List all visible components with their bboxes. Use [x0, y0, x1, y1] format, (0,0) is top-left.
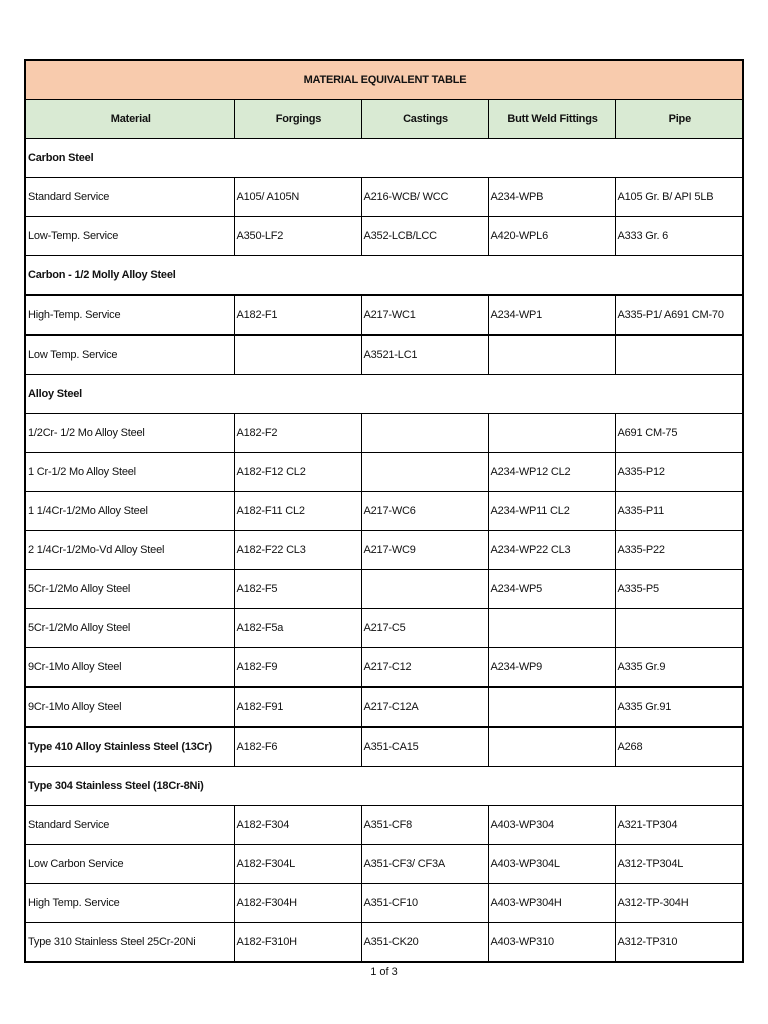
table-row	[25, 806, 743, 845]
cell-castings: A217-WC1	[361, 295, 488, 335]
table-row	[25, 178, 743, 217]
cell-forgings: A182-F22 CL3	[234, 531, 361, 570]
table-row	[25, 845, 743, 884]
table-row	[25, 453, 743, 492]
cell-butt-weld-fittings: A234-WP11 CL2	[488, 492, 615, 531]
material-equivalent-table	[24, 59, 744, 963]
section-header-row	[25, 375, 743, 414]
cell-pipe: A335-P5	[615, 570, 743, 609]
section-title: Type 304 Stainless Steel (18Cr-8Ni)	[25, 767, 743, 806]
cell-butt-weld-fittings	[488, 609, 615, 648]
section-header-row	[25, 767, 743, 806]
section-title: Carbon Steel	[25, 139, 743, 178]
cell-butt-weld-fittings: A234-WP1	[488, 295, 615, 335]
cell-material: 9Cr-1Mo Alloy Steel	[25, 687, 234, 727]
cell-pipe: A691 CM-75	[615, 414, 743, 453]
cell-butt-weld-fittings: A234-WP22 CL3	[488, 531, 615, 570]
table-row	[25, 414, 743, 453]
cell-material: Type 310 Stainless Steel 25Cr-20Ni	[25, 923, 234, 963]
section-title: Carbon - 1/2 Molly Alloy Steel	[25, 256, 743, 296]
table-row	[25, 884, 743, 923]
cell-pipe	[615, 609, 743, 648]
table-row	[25, 570, 743, 609]
cell-material: High-Temp. Service	[25, 295, 234, 335]
cell-butt-weld-fittings	[488, 335, 615, 375]
cell-forgings: A350-LF2	[234, 217, 361, 256]
cell-butt-weld-fittings: A403-WP304	[488, 806, 615, 845]
cell-forgings: A182-F5a	[234, 609, 361, 648]
column-header-castings: Castings	[361, 100, 488, 139]
cell-material: 5Cr-1/2Mo Alloy Steel	[25, 609, 234, 648]
table-row	[25, 648, 743, 688]
cell-castings: A217-WC6	[361, 492, 488, 531]
cell-castings: A217-C12	[361, 648, 488, 688]
cell-material: High Temp. Service	[25, 884, 234, 923]
table-row	[25, 295, 743, 335]
cell-castings: A216-WCB/ WCC	[361, 178, 488, 217]
cell-material: Low Temp. Service	[25, 335, 234, 375]
cell-forgings: A182-F12 CL2	[234, 453, 361, 492]
cell-forgings: A182-F1	[234, 295, 361, 335]
table-body	[25, 139, 743, 963]
cell-castings	[361, 414, 488, 453]
column-header-pipe: Pipe	[615, 100, 743, 139]
table-row	[25, 923, 743, 963]
cell-material: Standard Service	[25, 806, 234, 845]
cell-pipe: A312-TP304L	[615, 845, 743, 884]
cell-pipe: A268	[615, 727, 743, 767]
cell-pipe: A333 Gr. 6	[615, 217, 743, 256]
cell-forgings	[234, 335, 361, 375]
cell-forgings: A182-F304L	[234, 845, 361, 884]
cell-pipe	[615, 335, 743, 375]
cell-castings	[361, 453, 488, 492]
cell-castings: A351-CF3/ CF3A	[361, 845, 488, 884]
cell-castings: A351-CA15	[361, 727, 488, 767]
cell-material: 1 1/4Cr-1/2Mo Alloy Steel	[25, 492, 234, 531]
cell-butt-weld-fittings: A420-WPL6	[488, 217, 615, 256]
cell-material: Low Carbon Service	[25, 845, 234, 884]
cell-castings: A352-LCB/LCC	[361, 217, 488, 256]
cell-castings: A217-C5	[361, 609, 488, 648]
cell-butt-weld-fittings: A234-WP5	[488, 570, 615, 609]
cell-material: Standard Service	[25, 178, 234, 217]
cell-castings	[361, 570, 488, 609]
cell-butt-weld-fittings: A234-WPB	[488, 178, 615, 217]
cell-forgings: A182-F304	[234, 806, 361, 845]
section-header-row	[25, 256, 743, 296]
cell-forgings: A182-F6	[234, 727, 361, 767]
cell-butt-weld-fittings: A403-WP304H	[488, 884, 615, 923]
cell-forgings: A182-F5	[234, 570, 361, 609]
cell-castings: A351-CK20	[361, 923, 488, 963]
cell-butt-weld-fittings	[488, 727, 615, 767]
cell-forgings: A182-F11 CL2	[234, 492, 361, 531]
column-header-forgings: Forgings	[234, 100, 361, 139]
cell-forgings: A182-F91	[234, 687, 361, 727]
cell-forgings: A182-F304H	[234, 884, 361, 923]
cell-pipe: A335 Gr.9	[615, 648, 743, 688]
cell-material: Low-Temp. Service	[25, 217, 234, 256]
cell-pipe: A335 Gr.91	[615, 687, 743, 727]
section-header-row	[25, 139, 743, 178]
cell-pipe: A335-P11	[615, 492, 743, 531]
cell-material: 1/2Cr- 1/2 Mo Alloy Steel	[25, 414, 234, 453]
cell-butt-weld-fittings	[488, 414, 615, 453]
cell-pipe: A335-P12	[615, 453, 743, 492]
cell-material: 9Cr-1Mo Alloy Steel	[25, 648, 234, 688]
cell-castings: A351-CF10	[361, 884, 488, 923]
table-row	[25, 217, 743, 256]
table-row	[25, 531, 743, 570]
table-row	[25, 335, 743, 375]
cell-material: Type 410 Alloy Stainless Steel (13Cr)	[25, 727, 234, 767]
cell-butt-weld-fittings: A403-WP304L	[488, 845, 615, 884]
cell-butt-weld-fittings: A234-WP9	[488, 648, 615, 688]
cell-butt-weld-fittings	[488, 687, 615, 727]
cell-butt-weld-fittings: A403-WP310	[488, 923, 615, 963]
cell-pipe: A312-TP-304H	[615, 884, 743, 923]
column-header-row	[25, 100, 743, 139]
cell-pipe: A105 Gr. B/ API 5LB	[615, 178, 743, 217]
cell-material: 5Cr-1/2Mo Alloy Steel	[25, 570, 234, 609]
cell-forgings: A105/ A105N	[234, 178, 361, 217]
table-title-row	[25, 60, 743, 100]
cell-forgings: A182-F2	[234, 414, 361, 453]
cell-butt-weld-fittings: A234-WP12 CL2	[488, 453, 615, 492]
cell-castings: A217-WC9	[361, 531, 488, 570]
table-row	[25, 687, 743, 727]
cell-pipe: A335-P22	[615, 531, 743, 570]
cell-castings: A351-CF8	[361, 806, 488, 845]
cell-castings: A217-C12A	[361, 687, 488, 727]
table-row	[25, 609, 743, 648]
cell-forgings: A182-F9	[234, 648, 361, 688]
cell-material: 1 Cr-1/2 Mo Alloy Steel	[25, 453, 234, 492]
column-header-butt-weld-fittings: Butt Weld Fittings	[488, 100, 615, 139]
cell-pipe: A321-TP304	[615, 806, 743, 845]
column-header-material: Material	[25, 100, 234, 139]
table-title: MATERIAL EQUIVALENT TABLE	[25, 60, 743, 100]
cell-material: 2 1/4Cr-1/2Mo-Vd Alloy Steel	[25, 531, 234, 570]
cell-forgings: A182-F310H	[234, 923, 361, 963]
table-row	[25, 492, 743, 531]
cell-pipe: A335-P1/ A691 CM-70	[615, 295, 743, 335]
page-number: 1 of 3	[370, 966, 398, 978]
section-title: Alloy Steel	[25, 375, 743, 414]
table-row	[25, 727, 743, 767]
cell-pipe: A312-TP310	[615, 923, 743, 963]
cell-castings: A3521-LC1	[361, 335, 488, 375]
